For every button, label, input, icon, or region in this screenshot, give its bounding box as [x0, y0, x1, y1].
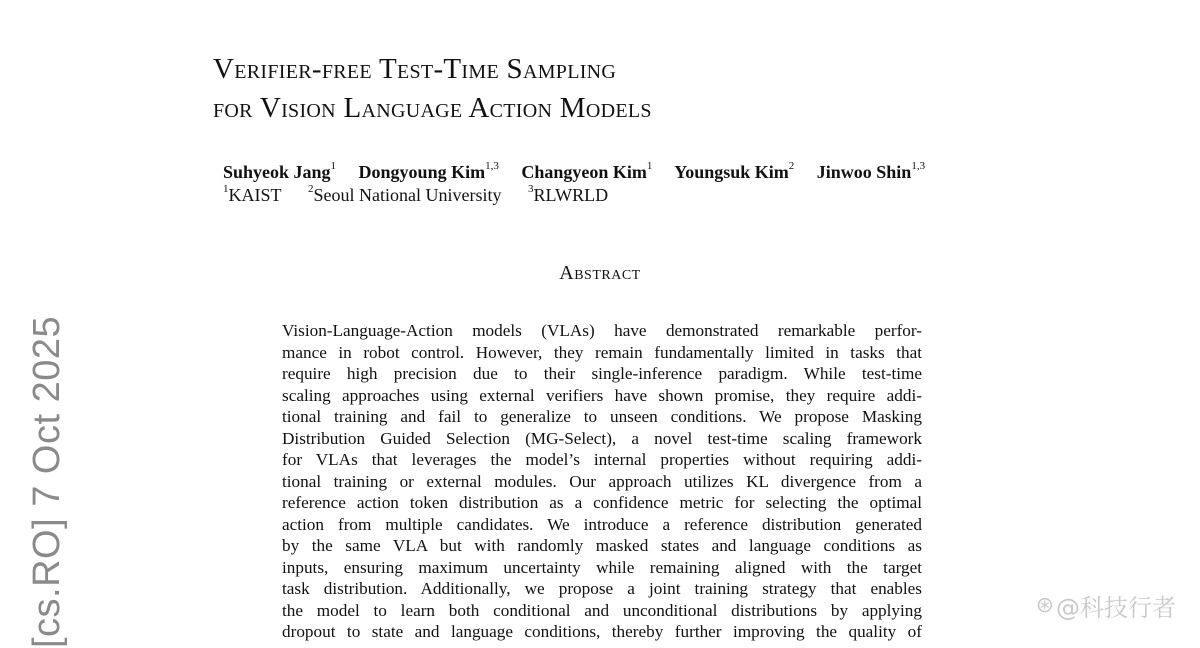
author [359, 162, 499, 182]
abstract-line: inputs, ensuring maximum uncertainty while remaining aligned with the target [282, 557, 922, 577]
affiliation-mark: 1 [223, 183, 229, 195]
abstract-line: tional training and fail to generalize to unseen conditions. We propose Masking [282, 407, 922, 426]
author-name: Suhyeok Jang [223, 162, 331, 182]
abstract-line: dropout to state and language conditions, thereby further improving the quality of [282, 622, 922, 641]
paper-title [213, 50, 652, 128]
abstract-line: for VLAs that leverages the model’s internal properties without requiring addi- [282, 450, 922, 469]
paper-title-line-1: Verifier-free Test-Time Sampling [213, 53, 617, 85]
author-name: Dongyoung Kim [358, 162, 486, 182]
affiliation-mark: 3 [527, 183, 534, 195]
author-list [223, 160, 943, 184]
abstract-line: action from multiple candidates. We introduce a reference distribution generated [282, 514, 922, 534]
author-affiliation-mark: 1,3 [911, 160, 926, 172]
author-affiliation-mark: 1 [330, 160, 337, 172]
abstract-body [282, 320, 922, 643]
abstract-line: by the same VLA but with randomly masked states and language conditions as [282, 536, 922, 555]
affiliation-mark: 2 [308, 183, 314, 195]
arxiv-stamp: [cs.RO] 7 Oct 2025 [26, 315, 68, 648]
affiliation-name: Seoul National University [313, 185, 502, 205]
abstract-line: scaling approaches using external verifiers have shown promise, they require addi- [282, 385, 922, 405]
abstract-line: Vision-Language-Action models (VLAs) have demonstrated remarkable perfor- [282, 321, 922, 340]
affiliation-name: RLWRLD [533, 185, 609, 205]
author-name: Changyeon Kim [521, 162, 647, 182]
abstract-line: tional training or external modules. Our approach utilizes KL divergence from a [282, 471, 922, 491]
affiliation [308, 185, 501, 205]
author [521, 162, 652, 182]
abstract-line: task distribution. Additionally, we propose a joint training strategy that enables [282, 579, 922, 598]
abstract-line: the model to learn both conditional and unconditional distributions by applying [282, 600, 922, 620]
author [817, 162, 925, 182]
author [223, 162, 336, 182]
author [674, 162, 794, 182]
affiliation-list [223, 183, 630, 207]
abstract-heading: Abstract [559, 262, 641, 284]
watermark [1036, 588, 1176, 623]
abstract-line: reference action token distribution as a confidence metric for selecting the optimal [282, 493, 922, 512]
paper-title-line-2: for Vision Language Action Models [213, 92, 652, 124]
abstract-line: mance in robot control. However, they remain fundamentally limited in tasks that [282, 342, 922, 362]
author-name: Youngsuk Kim [674, 162, 789, 182]
affiliation-name: KAIST [228, 185, 282, 205]
watermark-text: @科技行者 [1056, 594, 1176, 622]
affiliation [223, 185, 282, 205]
weibo-logo-icon: ⊛ [1035, 593, 1054, 618]
abstract-line: require high precision due to their single-inference paradigm. While test-time [282, 364, 922, 383]
author-affiliation-mark: 1,3 [485, 160, 499, 172]
author-affiliation-mark: 2 [788, 160, 795, 172]
abstract-line: Distribution Guided Selection (MG-Select), a novel test-time scaling framework [282, 428, 922, 448]
author-affiliation-mark: 1 [646, 160, 653, 172]
author-name: Jinwoo Shin [816, 162, 912, 182]
affiliation [528, 185, 608, 205]
